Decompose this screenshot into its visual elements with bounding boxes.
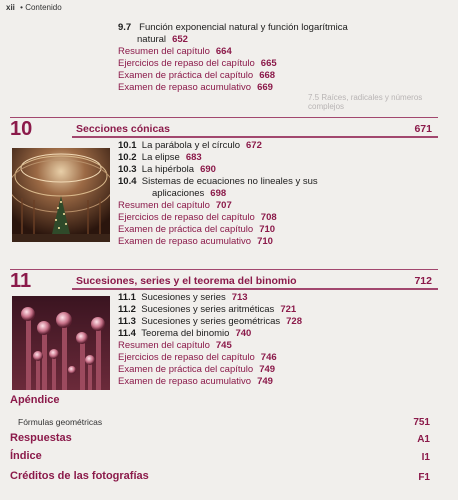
toc-item-resumen-11[interactable] (118, 340, 232, 352)
section-number: 11.1 (118, 292, 136, 303)
chapter-10-photo (12, 148, 110, 242)
section-title-cont: aplicaciones (152, 188, 205, 199)
page-number: 749 (257, 376, 273, 387)
item-label: Examen de práctica del capítulo (118, 364, 254, 375)
section-number: 10.2 (118, 152, 137, 163)
toc-item-practica-9[interactable] (118, 70, 275, 82)
section-number: 9.7 (118, 22, 132, 33)
page-number: 669 (257, 82, 273, 93)
section-title: Sistemas de ecuaciones no lineales y sus (141, 176, 318, 187)
item-label: Examen de repaso acumulativo (118, 376, 252, 387)
toc-item-acumulativo-10[interactable] (118, 236, 273, 248)
page-number: 652 (172, 34, 188, 45)
section-title: La elipse (141, 152, 180, 163)
section-11-3[interactable] (118, 316, 302, 328)
toc-item-ejercicios-10[interactable] (118, 212, 277, 224)
section-9-7[interactable] (118, 22, 348, 34)
section-title: Teorema del binomio (141, 328, 230, 339)
section-9-7-cont (137, 34, 188, 46)
show-through-text: 7.5 Raíces, radicales y números complejos (308, 93, 423, 111)
answers-heading[interactable]: Respuestas (10, 432, 72, 444)
page-number: 746 (260, 352, 277, 363)
item-label: Examen de práctica del capítulo (118, 224, 254, 235)
chapter-number: 11 (10, 270, 32, 292)
section-10-1[interactable] (118, 140, 262, 152)
page-number: 665 (260, 58, 277, 69)
toc-item-practica-10[interactable] (118, 224, 275, 236)
section-11-2[interactable] (118, 304, 296, 316)
chapter-rule-top (10, 269, 438, 270)
section-title-cont: natural (137, 34, 167, 45)
section-10-2[interactable] (118, 152, 202, 164)
chapter-number: 10 (10, 118, 33, 140)
item-label: Ejercicios de repaso del capítulo (118, 58, 255, 69)
water-droplets-image (12, 296, 110, 390)
chapter-page: 671 (414, 123, 432, 135)
section-10-4-cont (152, 188, 226, 200)
page-number: 710 (257, 236, 273, 247)
page-number: 749 (259, 364, 276, 375)
folio: xii (6, 3, 15, 12)
photo-credits-page: F1 (418, 472, 430, 483)
section-11-1[interactable] (118, 292, 248, 304)
running-head-bullet: • (20, 3, 23, 12)
chapter-11-photo (12, 296, 110, 390)
formulas-page: 751 (413, 417, 430, 428)
item-label: Resumen del capítulo (118, 46, 210, 57)
toc-item-resumen-9[interactable] (118, 46, 232, 58)
section-title: Sucesiones y series geométricas (141, 316, 281, 327)
chapter-11-header[interactable] (10, 272, 438, 292)
page-number: 708 (260, 212, 277, 223)
page-number: 664 (215, 46, 232, 57)
chapter-rule-top (10, 117, 438, 118)
page-number: 668 (259, 70, 276, 81)
page-number: 745 (215, 340, 232, 351)
item-label: Resumen del capítulo (118, 200, 210, 211)
section-number: 11.4 (118, 328, 136, 339)
item-label: Resumen del capítulo (118, 340, 210, 351)
section-10-4[interactable] (118, 176, 318, 188)
page-number: 721 (280, 304, 297, 315)
appendix-heading[interactable]: Apéndice (10, 394, 60, 406)
section-title: Función exponencial natural y función logarítmica (139, 22, 348, 33)
index-heading[interactable]: Índice (10, 450, 42, 462)
chapter-page: 712 (414, 275, 432, 287)
item-label: Examen de repaso acumulativo (118, 82, 252, 93)
section-title: La hipérbola (141, 164, 195, 175)
chapter-rule (72, 136, 438, 138)
item-label: Ejercicios de repaso del capítulo (118, 212, 255, 223)
dome-interior-image (12, 148, 110, 242)
toc-item-acumulativo-9[interactable] (118, 82, 273, 94)
photo-credits-heading[interactable]: Créditos de las fotografías (10, 470, 149, 482)
section-title: Sucesiones y series (141, 292, 226, 303)
chapter-10-header[interactable] (10, 120, 438, 140)
toc-item-practica-11[interactable] (118, 364, 275, 376)
item-label: Examen de repaso acumulativo (118, 236, 252, 247)
page-number: 710 (259, 224, 276, 235)
chapter-title: Secciones cónicas (76, 123, 170, 135)
running-head-label: Contenido (25, 3, 62, 12)
toc-item-acumulativo-11[interactable] (118, 376, 273, 388)
chapter-title: Sucesiones, series y el teorema del binomio (76, 275, 297, 287)
toc-item-ejercicios-9[interactable] (118, 58, 277, 70)
chapter-rule (72, 288, 438, 290)
toc-item-formulas[interactable]: Fórmulas geométricas (18, 417, 103, 427)
section-number: 10.1 (118, 140, 137, 151)
section-number: 10.3 (118, 164, 137, 175)
section-number: 11.2 (118, 304, 136, 315)
toc-item-ejercicios-11[interactable] (118, 352, 277, 364)
section-title: Sucesiones y series aritméticas (141, 304, 275, 315)
section-10-3[interactable] (118, 164, 216, 176)
section-number: 10.4 (118, 176, 137, 187)
answers-page: A1 (417, 434, 430, 445)
page-number: 728 (286, 316, 302, 327)
section-11-4[interactable] (118, 328, 251, 340)
page-number: 713 (231, 292, 248, 303)
page-number: 683 (185, 152, 202, 163)
page-number: 690 (200, 164, 216, 175)
section-number: 11.3 (118, 316, 136, 327)
page-number: 707 (215, 200, 232, 211)
item-label: Examen de práctica del capítulo (118, 70, 254, 81)
page-number: 672 (246, 140, 262, 151)
toc-item-resumen-10[interactable] (118, 200, 232, 212)
index-page: I1 (421, 452, 430, 463)
section-title: La parábola y el círculo (141, 140, 241, 151)
running-head (6, 3, 62, 12)
page-number: 698 (210, 188, 227, 199)
item-label: Ejercicios de repaso del capítulo (118, 352, 255, 363)
page-number: 740 (235, 328, 252, 339)
